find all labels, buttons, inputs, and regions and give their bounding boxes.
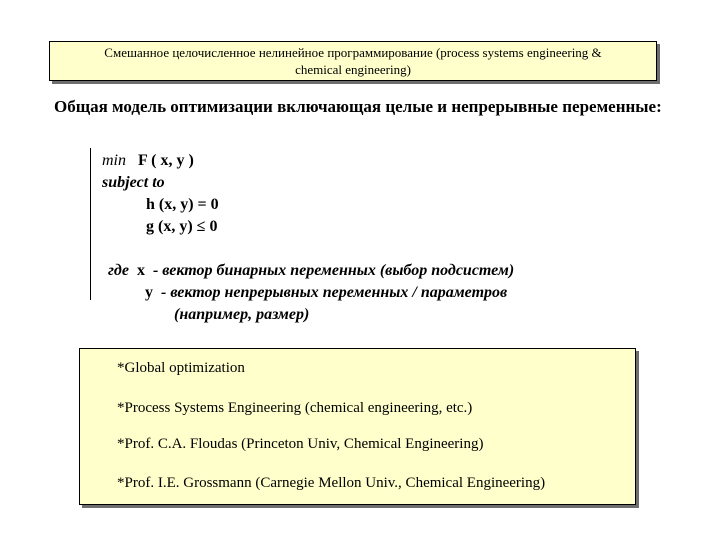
x-variable: x — [136, 262, 145, 279]
equality-constraint: h (x, y) = 0 — [146, 196, 219, 213]
section-heading: Общая модель оптимизации включающая целые и непрерывные переменные: — [54, 97, 662, 116]
title-box — [49, 41, 657, 81]
where-keyword: где — [108, 262, 129, 279]
objective-line — [102, 152, 194, 170]
inequality-constraint: g (x, y) ≤ 0 — [146, 218, 218, 235]
note-floudas: *Prof. C.A. Floudas (Princeton Univ, Chemical Engineering) — [117, 436, 484, 452]
title-line-1: Смешанное целочисленное нелинейное программирование (process systems engineering & — [104, 45, 602, 60]
notes-box — [79, 348, 636, 505]
model-bracket-line — [90, 148, 91, 300]
note-grossmann: *Prof. I.E. Grossmann (Carnegie Mellon Univ., Chemical Engineering) — [117, 475, 546, 491]
y-description-continued: (например, размер) — [174, 306, 310, 323]
where-y-line — [145, 284, 507, 302]
objective-function: F ( x, y ) — [138, 152, 194, 169]
where-x-line — [108, 262, 514, 280]
y-variable: y — [145, 284, 153, 301]
y-description: - вектор непрерывных переменных / параметров — [161, 284, 508, 301]
min-keyword: min — [102, 152, 126, 169]
subject-to-line: subject to — [102, 174, 165, 191]
note-process-systems: *Process Systems Engineering (chemical engineering, etc.) — [117, 400, 473, 416]
x-description: - вектор бинарных переменных (выбор подсистем) — [152, 262, 515, 279]
title-line-2: chemical engineering) — [295, 62, 411, 77]
note-global-optimization: *Global optimization — [117, 360, 245, 376]
